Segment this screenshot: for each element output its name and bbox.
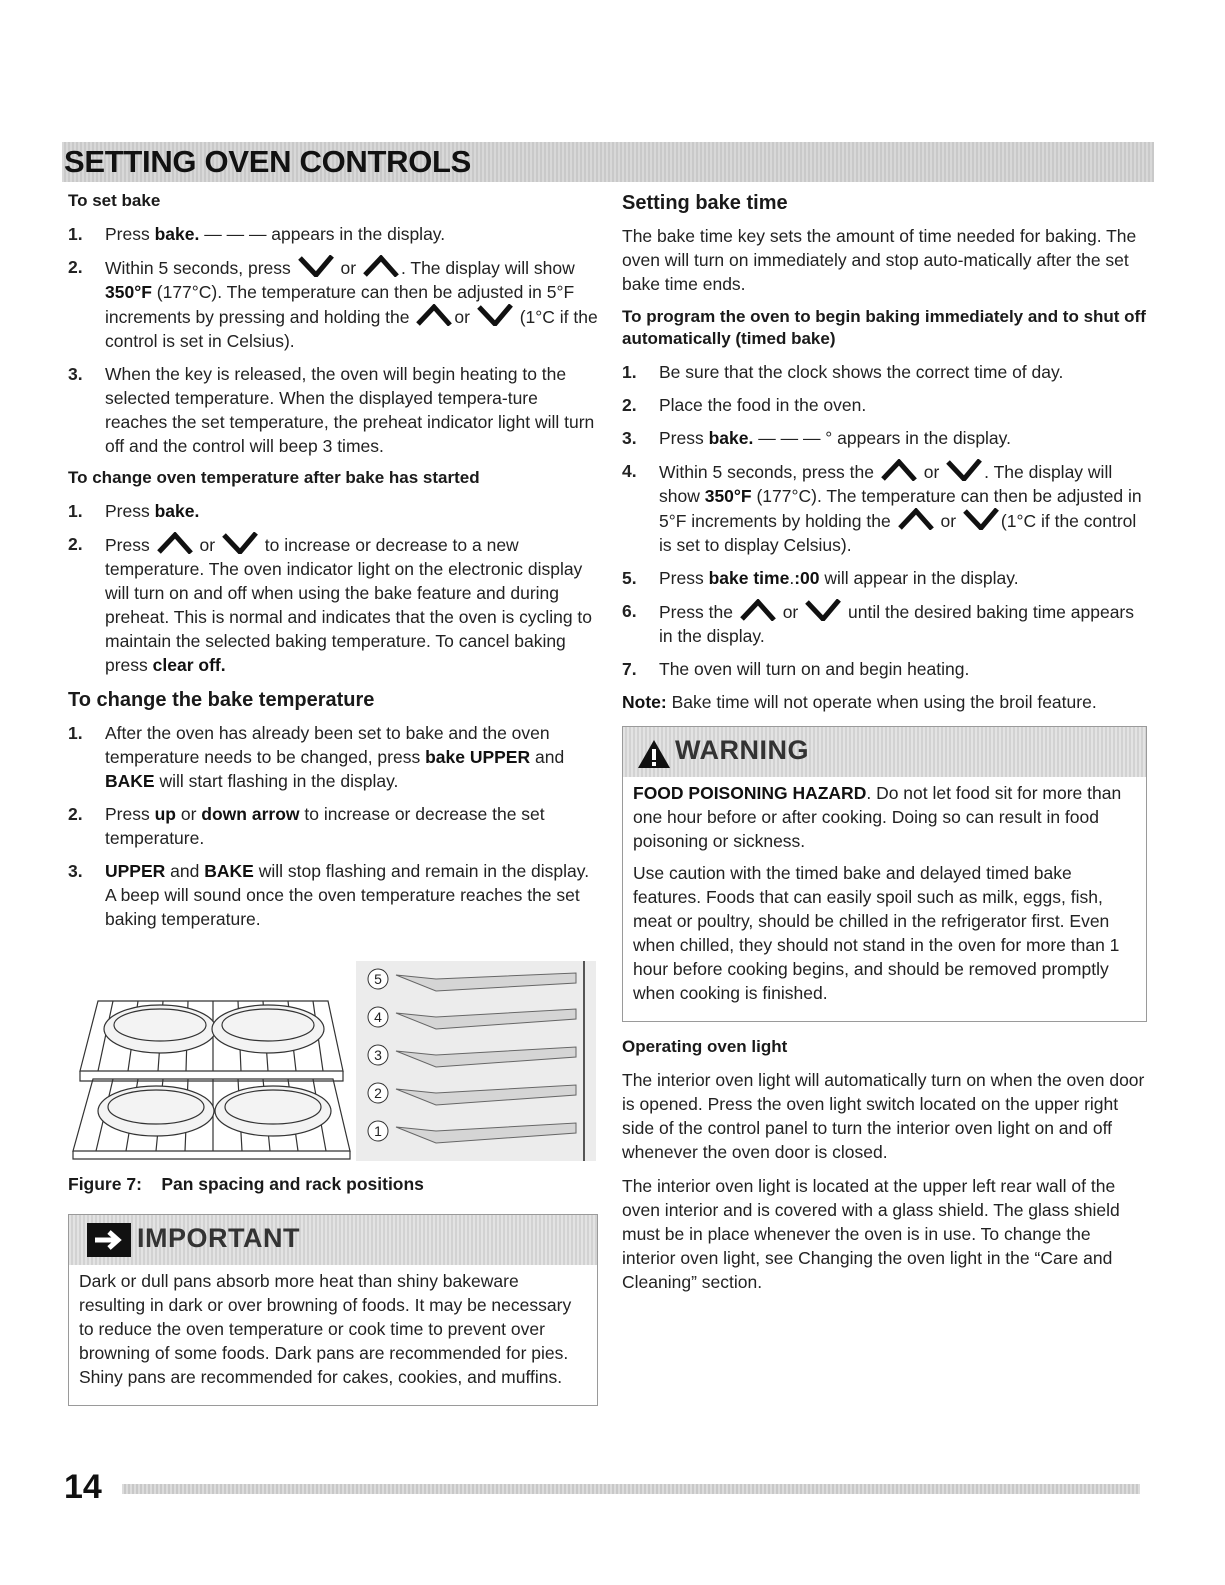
step-number: 4. — [622, 461, 637, 481]
down-arrow-icon — [963, 508, 999, 530]
step-number: 1. — [68, 224, 83, 244]
step-bold: 350°F — [105, 282, 152, 302]
warning-text-2: Use caution with the timed bake and delayed timed bake features. Foods that can easily spoil such as milk, eggs, fish, meat or poultry, should be chilled in the refrigerator first. Even when chilled, they should not stand in the oven for more than 1 hour before cooking begins, and should be removed promptly when cooking is finished. — [633, 863, 1120, 1003]
warning-triangle-icon — [637, 739, 671, 769]
step-text: . — [789, 568, 795, 588]
step-text: until the desired baking time appears in the display. — [659, 602, 1135, 646]
up-arrow-icon — [898, 508, 934, 530]
step-number: 2. — [622, 395, 637, 415]
note-text: Bake time will not operate when using the broil feature. — [666, 692, 1097, 712]
page-number: 14 — [64, 1468, 102, 1506]
step-text: to increase or decrease to a new temperature. The oven indicator light on the electronic display will turn on and off when using the bake feature and during preheat. This is normal and indicates that the oven is cycling to maintain the selected baking temperature. To cancel baking press — [105, 535, 593, 675]
important-text: Dark or dull pans absorb more heat than shiny bakeware resulting in dark or over browning of foods. It may be necessary to reduce the oven temperature or cook time to prevent over browning of some foods. Dark pans are recommended for pies. Shiny pans are recommended for cakes, cookies, and muffins. — [79, 1271, 572, 1387]
step-bold: bake UPPER — [425, 747, 531, 767]
up-arrow-icon — [363, 255, 399, 277]
rack-position-label: 2 — [374, 1085, 382, 1101]
bake-time-intro: The bake time key sets the amount of time needed for baking. The oven will turn on immediately and stop auto-matically after the set bake time ends. — [622, 226, 1137, 294]
step-bold: BAKE — [204, 861, 254, 881]
set-bake-steps — [68, 222, 598, 458]
up-arrow-icon — [740, 599, 776, 621]
down-arrow-icon — [298, 255, 334, 277]
step-text: Press — [659, 428, 709, 448]
step-number: 5. — [622, 568, 637, 588]
warning-label: WARNING — [675, 735, 809, 765]
warning-header — [623, 727, 1146, 777]
step-bold: down arrow — [201, 804, 300, 824]
step-bold: :00 — [794, 568, 820, 588]
list-item — [622, 657, 1147, 681]
list-item — [68, 362, 598, 458]
down-arrow-icon — [946, 459, 982, 481]
change-after-heading: To change oven temperature after bake has started — [68, 468, 480, 487]
up-arrow-icon — [157, 532, 193, 554]
list-item — [622, 459, 1147, 557]
program-heading: To program the oven to begin baking immediately and to shut off automatically (timed bake) — [622, 307, 1146, 348]
step-text: to increase or decrease the set temperature. — [105, 804, 545, 848]
step-number: 3. — [68, 861, 83, 881]
step-text: will start flashing in the display. — [154, 771, 399, 791]
note-label: Note: — [622, 692, 667, 712]
step-number: 3. — [68, 364, 83, 384]
important-callout — [68, 1214, 598, 1406]
oven-light-heading: Operating oven light — [622, 1037, 788, 1056]
oven-light-text-2: The interior oven light is located at the upper left rear wall of the oven interior and is covered with a glass shield. The glass shield must be in place whenever the oven is in use. To change the interior oven light, see Changing the oven light in the “Care and Cleaning” section. — [622, 1176, 1120, 1292]
right-column — [622, 190, 1147, 1304]
step-number: 1. — [68, 723, 83, 743]
step-text: Be sure that the clock shows the correct time of day. — [659, 362, 1064, 382]
step-text: (1°C if the control is set to display Celsius). — [659, 511, 1137, 555]
rack-position-label: 3 — [374, 1047, 382, 1063]
figure-caption: Figure 7: Pan spacing and rack positions — [68, 1174, 424, 1194]
program-steps — [622, 360, 1147, 681]
rack-position-label: 5 — [374, 971, 382, 987]
step-number: 1. — [68, 501, 83, 521]
up-arrow-icon — [416, 304, 452, 326]
oven-light-text-1: The interior oven light will automatically turn on when the oven door is opened. Press the oven light switch located on the upper right side of the control panel to turn the interior oven light on and off whenever the oven door is closed. — [622, 1070, 1145, 1162]
warning-text-1 — [633, 781, 1136, 853]
list-item — [622, 426, 1147, 450]
change-after-steps — [68, 499, 598, 677]
step-bold: 350°F — [704, 486, 752, 506]
list-item — [68, 859, 598, 931]
change-bake-temp-heading: To change the bake temperature — [68, 689, 375, 711]
step-number: 6. — [622, 601, 637, 621]
down-arrow-icon — [222, 532, 258, 554]
step-text: or — [923, 462, 940, 482]
step-bold: bake. — [154, 501, 200, 521]
step-text: Press the — [659, 602, 733, 622]
rack-positions-illustration — [356, 961, 596, 1161]
step-bold: BAKE — [105, 771, 155, 791]
list-item — [622, 599, 1147, 648]
down-arrow-icon — [477, 304, 513, 326]
rack-figure — [68, 961, 598, 1166]
step-number: 2. — [68, 534, 83, 554]
hazard-label: FOOD POISONING HAZARD — [633, 783, 867, 803]
warning-text: . Do not let food sit for more than one hour before or after cooking. Doing so can result in food poisoning or sickness. — [633, 783, 1122, 851]
step-text: When the key is released, the oven will begin heating to the selected temperature. When the displayed tempera-ture reaches the set temperature, the preheat indicator light will turn off and the control will beep 3 times. — [105, 364, 595, 456]
step-text: (177°C). The temperature can then be adjusted in 5°F increments by pressing and holding the — [105, 282, 575, 327]
step-text: Place the food in the oven. — [659, 395, 867, 415]
pan-spacing-illustration — [68, 971, 358, 1161]
rack-position-label: 1 — [374, 1123, 382, 1139]
step-bold: bake. — [154, 224, 200, 244]
step-text: will appear in the display. — [819, 568, 1019, 588]
step-text: Within 5 seconds, press — [105, 258, 291, 278]
step-text: or — [454, 307, 470, 327]
list-item — [68, 499, 598, 523]
important-label: IMPORTANT — [137, 1223, 300, 1253]
step-text: will stop flashing and remain in the display. A beep will sound once the oven temperature reaches the set baking temperature. — [105, 861, 590, 929]
step-text: . The display will show — [659, 462, 1113, 506]
list-item — [622, 360, 1147, 384]
step-text: After the oven has already been set to bake and the oven temperature needs to be changed, press — [105, 723, 550, 767]
step-text: and — [165, 861, 205, 881]
list-item — [68, 802, 598, 850]
step-number: 2. — [68, 257, 83, 277]
step-bold: bake. — [708, 428, 754, 448]
step-text: or — [340, 258, 357, 278]
warning-callout — [622, 726, 1147, 1022]
footer-bar — [122, 1484, 1140, 1494]
down-arrow-icon — [805, 599, 841, 621]
step-text: or — [782, 602, 799, 622]
step-text: or — [199, 535, 216, 555]
change-bake-temp-steps — [68, 721, 598, 931]
list-item — [68, 255, 598, 353]
up-arrow-icon — [881, 459, 917, 481]
step-number: 1. — [622, 362, 637, 382]
step-text: — — — appears in the display. — [199, 224, 446, 244]
list-item — [622, 566, 1147, 590]
step-text: Press — [105, 804, 155, 824]
list-item — [68, 721, 598, 793]
step-text: — — — ° appears in the display. — [753, 428, 1011, 448]
page-title: SETTING OVEN CONTROLS — [64, 144, 472, 179]
step-text: . The display will show — [400, 258, 575, 278]
list-item — [68, 532, 598, 677]
step-text: or — [176, 804, 202, 824]
step-text: The oven will turn on and begin heating. — [659, 659, 970, 679]
list-item — [622, 393, 1147, 417]
page-header-bar — [62, 142, 1154, 182]
step-number: 2. — [68, 804, 83, 824]
step-bold: bake time — [708, 568, 790, 588]
step-text: (1°C if the control is set in Celsius). — [105, 307, 598, 351]
step-text: Within 5 seconds, press the — [659, 462, 874, 482]
note — [622, 690, 1147, 714]
step-text: (177°C). The temperature can then be adjusted in 5°F increments by holding the — [659, 486, 1142, 531]
bake-time-heading: Setting bake time — [622, 192, 788, 214]
step-text: Press — [105, 535, 150, 555]
important-header — [69, 1215, 597, 1265]
set-bake-heading: To set bake — [68, 191, 161, 210]
list-item — [68, 222, 598, 246]
step-text: and — [530, 747, 565, 767]
step-number: 3. — [622, 428, 637, 448]
step-text: Press — [105, 501, 155, 521]
rack-position-label: 4 — [374, 1009, 382, 1025]
arrow-right-icon — [87, 1223, 131, 1257]
step-text: or — [940, 511, 957, 531]
step-bold: UPPER — [105, 861, 166, 881]
step-bold: clear off. — [152, 655, 226, 675]
left-column — [68, 190, 598, 1406]
step-number: 7. — [622, 659, 637, 679]
step-bold: up — [154, 804, 176, 824]
step-text: Press — [105, 224, 155, 244]
step-text: Press — [659, 568, 709, 588]
